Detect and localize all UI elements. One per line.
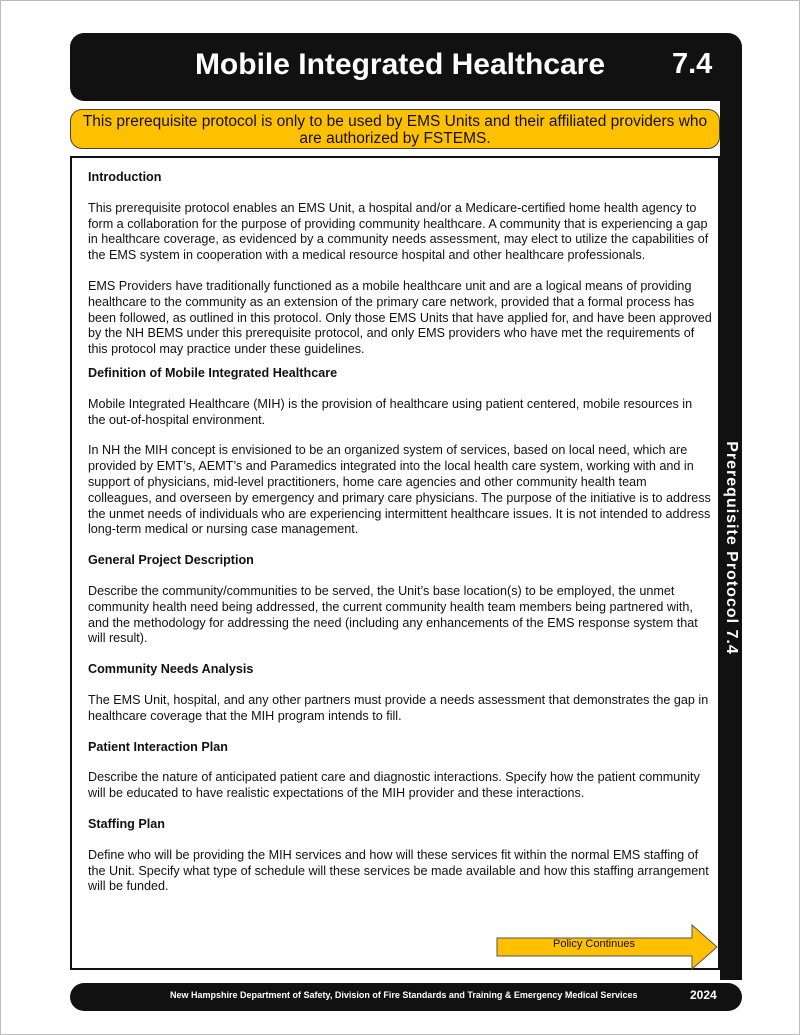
definition-paragraph-2: In NH the MIH concept is envisioned to be an organized system of services, based on local need, which are provided by EMT’s, AEMT’s and Paramedics integrated into the local health care system, working with and in support of physicians, mid-level practitioners, home care agencies and other community health team colleagues, and overseen by emergency and primary care physicians. The purpose of the initiative is to address the unmet needs of individuals who are experiencing intermittent healthcare issues. It is not intended to address long-term medical or nursing case management. <box>88 443 711 537</box>
footer-year: 2024 <box>690 988 717 1002</box>
page-title: Mobile Integrated Healthcare <box>194 48 606 81</box>
protocol-number: 7.4 <box>672 48 713 80</box>
protocol-content <box>88 170 713 910</box>
introduction-paragraph-1: This prerequisite protocol enables an EMS Unit, a hospital and/or a Medicare-certified home health agency to form a collaboration for the purpose of providing community healthcare. A community that is experiencing a gap in healthcare coverage, as evidenced by a community needs assessment, may elect to utilize the capabilities of the EMS system in cooperation with a medical resource hospital and other healthcare professionals. <box>88 200 709 263</box>
staffing-heading: Staffing Plan <box>88 816 165 831</box>
side-protocol-label: Prerequisite Protocol 7.4 <box>723 441 740 655</box>
definition-heading: Definition of Mobile Integrated Healthcare <box>88 365 338 380</box>
project-heading: General Project Description <box>88 553 254 568</box>
introduction-paragraph-2: EMS Providers have traditionally functioned as a mobile healthcare unit and are a logical means of providing healthcare to the community as an extension of the primary care network, provided that a formal process has been followed, as outlined in this protocol. Only those EMS Units that have applied for, and have been approved by the NH BEMS under this prerequisite protocol, and only EMS providers who have met the requirements of this protocol may practice under these guidelines. <box>88 278 712 357</box>
project-paragraph: Describe the community/communities to be served, the Unit’s base location(s) to be employed, the unmet community health need being addressed, the current community health team members being partnered with, and the methodology for addressing the need (including any enhancements of the EMS response system that will result). <box>88 583 698 646</box>
staffing-paragraph: Define who will be providing the MIH services and how will these services fit within the normal EMS staffing of the Unit. Specify what type of schedule will these services be made available and how this staffing arrangement will be funded. <box>88 847 709 894</box>
needs-heading: Community Needs Analysis <box>88 662 254 677</box>
policy-continues-label: Policy Continues <box>553 938 635 950</box>
introduction-heading: Introduction <box>88 170 162 184</box>
interaction-paragraph: Describe the nature of anticipated patient care and diagnostic interactions. Specify how the patient community will be educated to have realistic expectations of the MIH provider and these interactions. <box>88 770 700 801</box>
authorization-notice: This prerequisite protocol is only to be used by EMS Units and their affiliated providers who are authorized by FSTEMS. <box>70 109 720 149</box>
interaction-heading: Patient Interaction Plan <box>88 739 228 754</box>
needs-paragraph: The EMS Unit, hospital, and any other partners must provide a needs assessment that demonstrates the gap in healthcare coverage that the MIH program intends to fill. <box>88 692 709 723</box>
definition-paragraph-1: Mobile Integrated Healthcare (MIH) is the provision of healthcare using patient centered, mobile resources in the out-of-hospital environment. <box>88 396 693 427</box>
footer-organization: New Hampshire Department of Safety, Division of Fire Standards and Training & Emergency Medical Services <box>170 990 638 1000</box>
